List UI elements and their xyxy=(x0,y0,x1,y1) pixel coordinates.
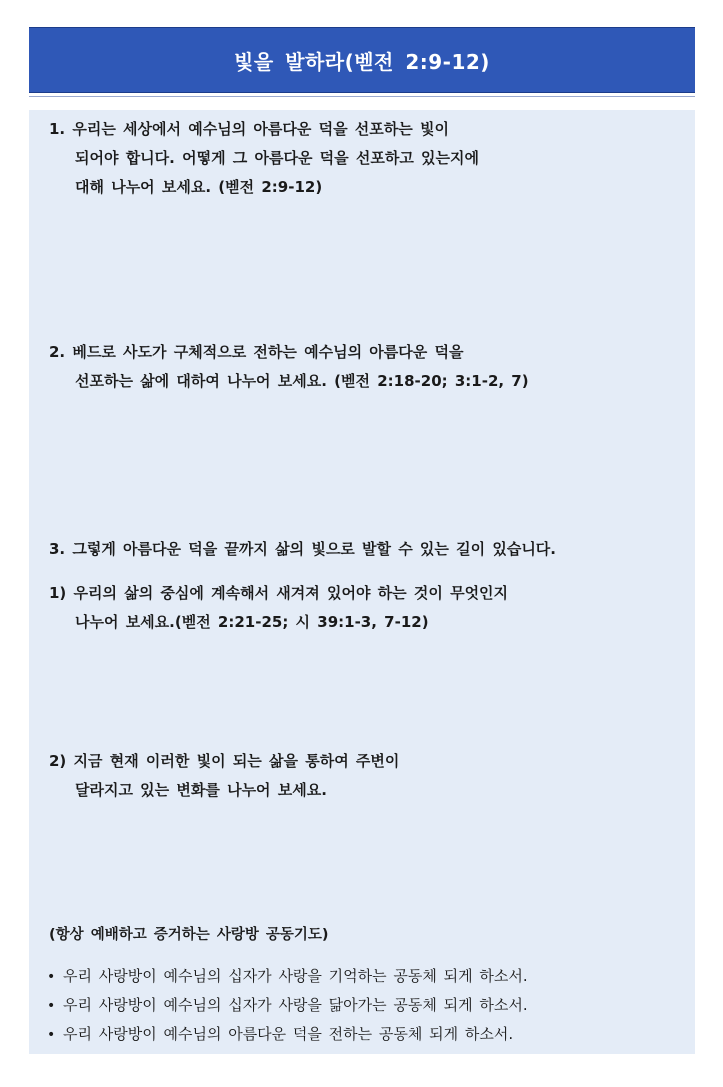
prayer-item-text: 우리 사랑방이 예수님의 십자가 사랑을 기억하는 공동체 되게 하소서. xyxy=(63,967,528,985)
question-3-sub-2-line-1: 2) 지금 현재 이러한 빛이 되는 삶을 통하여 주변이 xyxy=(49,752,400,770)
title-banner xyxy=(29,27,695,93)
question-3-sub-1-line-1: 1) 우리의 삶의 중심에 계속해서 새겨져 있어야 하는 것이 무엇인지 xyxy=(49,584,509,602)
question-3-sub-2 xyxy=(49,747,679,805)
question-1-line-3: 대해 나누어 보세요. (벧전 2:9-12) xyxy=(75,178,323,196)
prayer-item xyxy=(47,991,528,1020)
question-2 xyxy=(49,338,679,396)
prayer-item xyxy=(47,962,528,991)
prayer-item-text: 우리 사랑방이 예수님의 아름다운 덕을 전하는 공동체 되게 하소서. xyxy=(63,1025,514,1043)
prayer-item xyxy=(47,1020,528,1049)
question-1 xyxy=(49,115,679,202)
question-1-line-1: 1. 우리는 세상에서 예수님의 아름다운 덕을 선포하는 빛이 xyxy=(49,120,449,138)
content-panel xyxy=(29,110,695,1054)
prayer-heading: (항상 예배하고 증거하는 사랑방 공동기도) xyxy=(49,927,329,943)
prayer-item-text: 우리 사랑방이 예수님의 십자가 사랑을 닮아가는 공동체 되게 하소서. xyxy=(63,996,528,1014)
bullet-icon: • xyxy=(47,1027,56,1043)
question-2-line-2: 선포하는 삶에 대하여 나누어 보세요. (벧전 2:18-20; 3:1-2, 7) xyxy=(75,372,529,390)
bullet-icon: • xyxy=(47,998,56,1014)
question-3-sub-1-line-2: 나누어 보세요.(벧전 2:21-25; 시 39:1-3, 7-12) xyxy=(75,613,429,631)
question-3-sub-1 xyxy=(49,579,679,637)
bullet-icon: • xyxy=(47,969,56,985)
question-3-line-1: 3. 그렇게 아름다운 덕을 끝까지 삶의 빛으로 발할 수 있는 길이 있습니다. xyxy=(49,540,557,558)
question-3-sub-2-line-2: 달라지고 있는 변화를 나누어 보세요. xyxy=(75,781,327,799)
question-1-line-2: 되어야 합니다. 어떻게 그 아름다운 덕을 선포하고 있는지에 xyxy=(75,149,480,167)
page-title: 빛을 발하라(벧전 2:9-12) xyxy=(234,49,490,74)
question-3 xyxy=(49,535,679,564)
question-2-line-1: 2. 베드로 사도가 구체적으로 전하는 예수님의 아름다운 덕을 xyxy=(49,343,464,361)
prayer-list xyxy=(47,962,528,1049)
